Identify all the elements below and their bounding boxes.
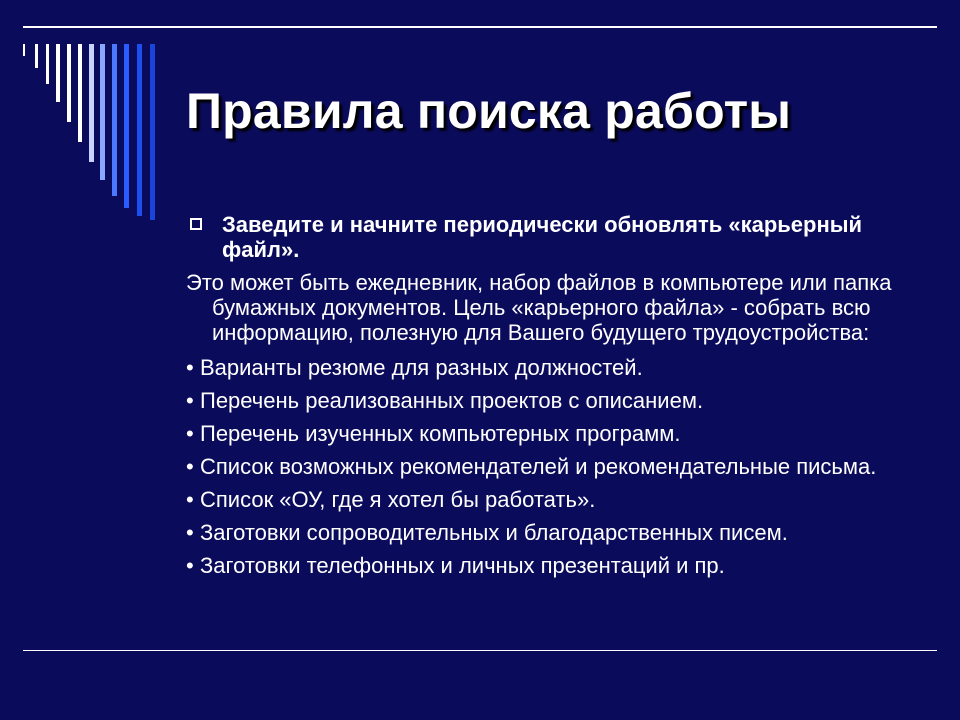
lead-item xyxy=(186,212,916,262)
decorative-stripes xyxy=(0,0,160,260)
slide-content xyxy=(186,212,916,586)
stripe xyxy=(46,44,49,84)
lead-text: Заведите и начните периодически обновлять «карьерный файл». xyxy=(222,212,863,262)
bullet-dot-icon: • xyxy=(186,553,194,578)
bullet-dot-icon: • xyxy=(186,421,194,446)
bottom-divider xyxy=(23,650,937,651)
stripe xyxy=(150,44,155,220)
list-item: • Перечень изученных компьютерных программ. xyxy=(186,421,681,446)
stripe xyxy=(78,44,82,142)
stripe xyxy=(100,44,105,180)
top-divider xyxy=(23,26,937,28)
bullet-list xyxy=(186,355,916,578)
bullet-dot-icon: • xyxy=(186,355,194,380)
bullet-dot-icon: • xyxy=(186,388,194,413)
stripe xyxy=(137,44,142,216)
stripe xyxy=(67,44,71,122)
bullet-dot-icon: • xyxy=(186,487,194,512)
stripe xyxy=(23,44,25,56)
bullet-dot-icon: • xyxy=(186,454,194,479)
stripe xyxy=(89,44,94,162)
stripe xyxy=(124,44,129,208)
list-item: • Список «ОУ, где я хотел бы работать». xyxy=(186,487,596,512)
list-item: • Варианты резюме для разных должностей. xyxy=(186,355,643,380)
description-paragraph: Это может быть ежедневник, набор файлов в компьютере или папка бумажных документов. Цель «карьерного файла» - собрать всю информацию, полезную для Вашего будущего трудоустройства: xyxy=(186,270,892,345)
square-bullet-icon xyxy=(190,218,202,230)
list-item: • Список возможных рекомендателей и рекомендательные письма. xyxy=(186,454,877,479)
list-item: • Перечень реализованных проектов с описанием. xyxy=(186,388,704,413)
stripe xyxy=(35,44,38,68)
slide-title: Правила поиска работы xyxy=(186,83,792,139)
list-item: • Заготовки сопроводительных и благодарственных писем. xyxy=(186,520,788,545)
bullet-dot-icon: • xyxy=(186,520,194,545)
stripe xyxy=(56,44,60,102)
list-item: • Заготовки телефонных и личных презентаций и пр. xyxy=(186,553,725,578)
stripe xyxy=(112,44,117,196)
